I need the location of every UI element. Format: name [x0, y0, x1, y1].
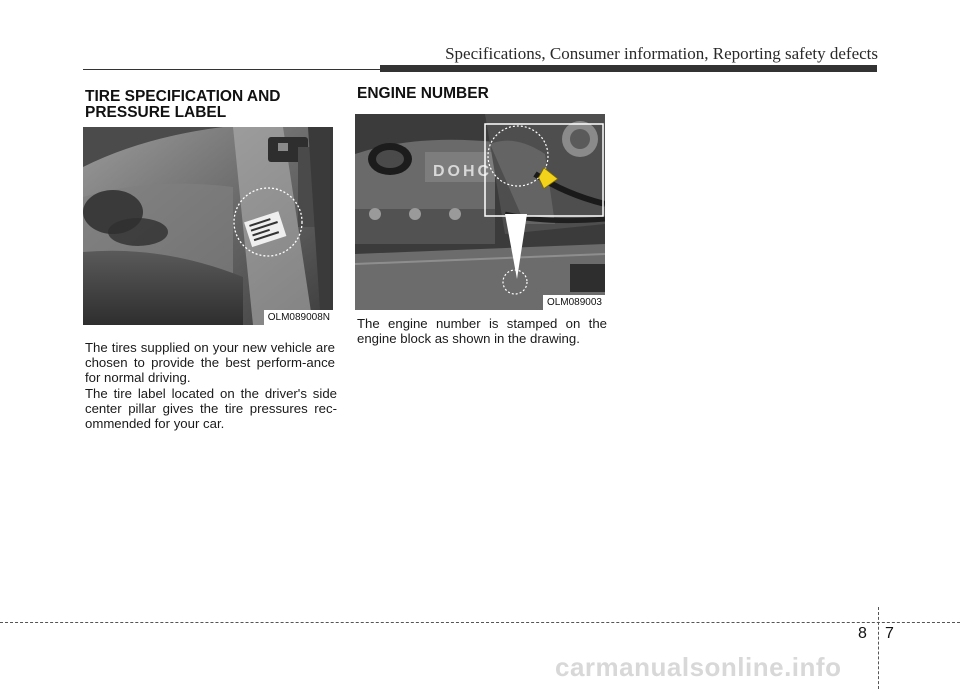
- engine-photo-illustration: [355, 114, 605, 310]
- tire-section-heading: [85, 89, 345, 121]
- header-rule-thick: [380, 65, 877, 72]
- engine-figure-code: OLM089003: [543, 295, 605, 310]
- footer-rule: [0, 622, 960, 623]
- tire-photo-illustration: [83, 127, 333, 325]
- engine-cover-text: DOHC: [433, 163, 493, 180]
- tire-figure-code: OLM089008N: [264, 310, 333, 325]
- header-rule-thin: [83, 69, 383, 70]
- engine-paragraph-1: The engine number is stamped on the engine block as shown in the drawing.: [357, 316, 607, 346]
- running-header-title: Specifications, Consumer information, Reporting safety defects: [445, 44, 878, 63]
- page-number: 7: [885, 625, 894, 642]
- tire-paragraph-2: The tire label located on the driver's side center pillar gives the tire pressures rec-ommended for your car.: [85, 386, 337, 431]
- chapter-number: 8: [858, 625, 867, 642]
- watermark-text: carmanualsonline.info: [555, 652, 842, 682]
- tire-heading-line2: PRESSURE LABEL: [85, 104, 227, 121]
- engine-number-photo: [355, 114, 605, 310]
- engine-section-heading: ENGINE NUMBER: [357, 85, 489, 102]
- tire-label-photo: [83, 127, 333, 325]
- page-number-divider: [878, 607, 879, 689]
- tire-heading-line1: TIRE SPECIFICATION AND: [85, 88, 281, 105]
- tire-paragraph-1: The tires supplied on your new vehicle are chosen to provide the best perform-ance for normal driving.: [85, 340, 335, 385]
